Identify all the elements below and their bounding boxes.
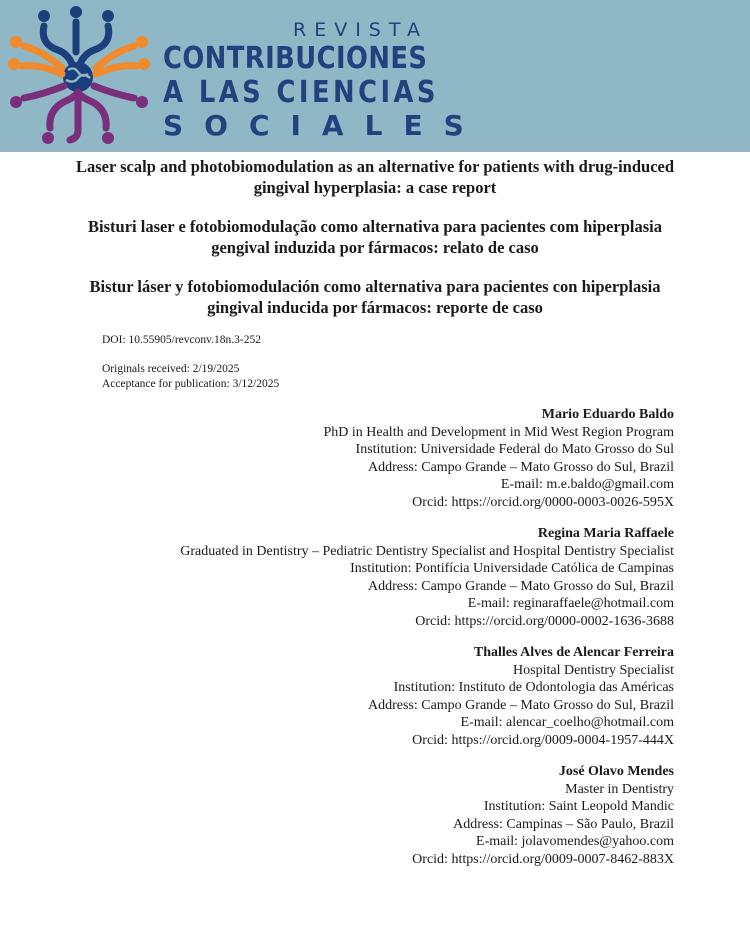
author-name: Regina Maria Raffaele — [537, 526, 674, 541]
author-address: Address: Campo Grande – Mato Grosso do Sul, Brazil — [367, 578, 674, 594]
journal-masthead — [163, 18, 485, 142]
author-email: E-mail: jolavomendes@yahoo.com — [476, 834, 674, 849]
author-role: Master in Dentistry — [565, 781, 674, 797]
article-meta — [102, 333, 279, 392]
title-portuguese: Bisturi laser e fotobiomodulação como alternativa para pacientes com hiperplasia gengival induzida por fármacos: relato de caso — [88, 217, 662, 257]
author-role: PhD in Health and Development in Mid West Region Program — [323, 424, 674, 440]
masthead-line-contribuciones: CONTRIBUCIONES — [163, 41, 428, 76]
masthead-line-sociales: SOCIALES — [163, 109, 485, 142]
journal-logo — [4, 4, 154, 150]
author-institution: Institution: Pontifícia Universidade Católica de Campinas — [350, 561, 674, 576]
author-institution: Institution: Universidade Federal do Mato Grosso do Sul — [355, 442, 674, 457]
author-list — [54, 406, 674, 882]
author-block — [54, 525, 674, 630]
journal-banner — [0, 0, 750, 152]
author-role: Graduated in Dentistry – Pediatric Dentistry Specialist and Hospital Dentistry Specialist — [180, 543, 674, 559]
masthead-line-ciencias: A LAS CIENCIAS — [163, 75, 439, 110]
author-block — [54, 644, 674, 749]
title-spanish: Bistur láser y fotobiomodulación como alternativa para pacientes con hiperplasia gingival inducida por fármacos: reporte de caso — [89, 277, 661, 317]
author-email: E-mail: alencar_coelho@hotmail.com — [460, 715, 674, 730]
acceptance-date: Acceptance for publication: 3/12/2025 — [102, 378, 280, 390]
author-orcid: Orcid: https://orcid.org/0000-0002-1636-3688 — [415, 613, 674, 629]
article-titles — [60, 156, 690, 336]
masthead-line-revista: REVISTA — [293, 19, 428, 41]
author-institution: Institution: Instituto de Odontologia das Américas — [393, 680, 674, 695]
author-institution: Institution: Saint Leopold Mandic — [483, 799, 674, 814]
author-email: E-mail: m.e.baldo@gmail.com — [500, 477, 674, 492]
author-address: Address: Campo Grande – Mato Grosso do Sul, Brazil — [367, 459, 674, 475]
author-block — [54, 763, 674, 868]
author-name: Thalles Alves de Alencar Ferreira — [473, 645, 674, 660]
author-email: E-mail: reginaraffaele@hotmail.com — [467, 596, 674, 611]
author-orcid: Orcid: https://orcid.org/0000-0003-0026-595X — [412, 494, 674, 510]
author-role: Hospital Dentistry Specialist — [513, 662, 674, 678]
title-english: Laser scalp and photobiomodulation as an alternative for patients with drug-induced gingival hyperplasia: a case report — [75, 157, 675, 197]
author-orcid: Orcid: https://orcid.org/0009-0007-8462-883X — [412, 851, 674, 867]
received-date: Originals received: 2/19/2025 — [102, 363, 240, 375]
doi: DOI: 10.55905/revconv.18n.3-252 — [102, 334, 261, 346]
author-block — [54, 406, 674, 511]
author-name: José Olavo Mendes — [558, 764, 674, 779]
author-address: Address: Campo Grande – Mato Grosso do Sul, Brazil — [367, 697, 674, 713]
author-orcid: Orcid: https://orcid.org/0009-0004-1957-444X — [412, 732, 674, 748]
author-address: Address: Campinas – São Paulo, Brazil — [453, 816, 674, 832]
author-name: Mario Eduardo Baldo — [541, 407, 674, 422]
